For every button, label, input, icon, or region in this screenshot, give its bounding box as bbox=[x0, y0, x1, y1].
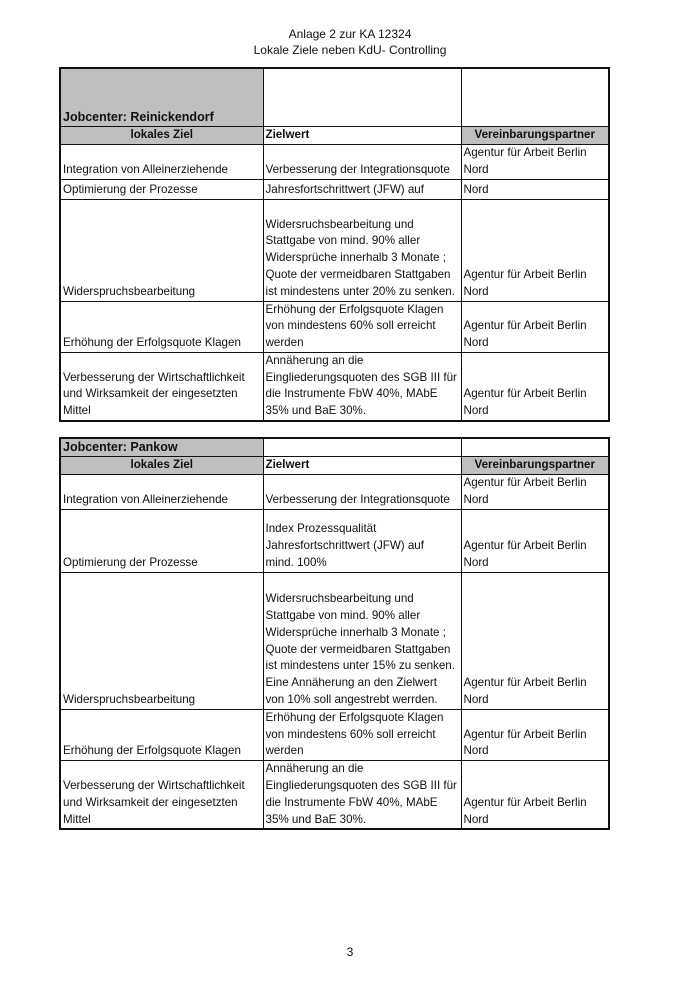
jobcenter-table-reinickendorf bbox=[59, 67, 610, 422]
header-subtitle: Lokale Ziele neben KdU- Controlling bbox=[253, 43, 447, 57]
cell-ziel: Erhöhung der Erfolgsquote Klagen bbox=[60, 301, 263, 352]
jobcenter-title: Jobcenter: Reinickendorf bbox=[60, 68, 263, 126]
table-row bbox=[60, 144, 609, 179]
cell-partner: Agentur für Arbeit Berlin Nord bbox=[461, 761, 609, 830]
cell-partner: Agentur für Arbeit Berlin Nord bbox=[461, 199, 609, 301]
cell-ziel: Optimierung der Prozesse bbox=[60, 179, 263, 199]
cell-ziel: Verbesserung der Wirtschaftlichkeit und Wirksamkeit der eingesetzten Mittel bbox=[60, 761, 263, 830]
cell-partner: Agentur für Arbeit Berlin Nord bbox=[461, 352, 609, 421]
cell-ziel: Verbesserung der Wirtschaftlichkeit und Wirksamkeit der eingesetzten Mittel bbox=[60, 352, 263, 421]
jobcenter-table-pankow bbox=[59, 437, 610, 830]
document-header bbox=[0, 26, 700, 58]
cell-ziel: Widerspruchsbearbeitung bbox=[60, 572, 263, 709]
cell-partner: Agentur für Arbeit Berlin Nord bbox=[461, 474, 609, 509]
cell-partner: Agentur für Arbeit Berlin Nord bbox=[461, 509, 609, 572]
empty-cell bbox=[461, 438, 609, 456]
table-row bbox=[60, 709, 609, 760]
empty-cell bbox=[263, 68, 461, 126]
header-annex-line: Anlage 2 zur KA 12324 bbox=[288, 27, 412, 41]
cell-zielwert: Verbesserung der Integrationsquote bbox=[263, 144, 461, 179]
column-header-zielwert: Zielwert bbox=[263, 126, 461, 144]
cell-ziel: Widerspruchsbearbeitung bbox=[60, 199, 263, 301]
cell-ziel: Integration von Alleinerziehende bbox=[60, 474, 263, 509]
cell-ziel: Optimierung der Prozesse bbox=[60, 509, 263, 572]
table-row bbox=[60, 474, 609, 509]
column-header-ziel: lokales Ziel bbox=[60, 456, 263, 474]
cell-zielwert: Verbesserung der Integrationsquote bbox=[263, 474, 461, 509]
cell-ziel: Erhöhung der Erfolgsquote Klagen bbox=[60, 709, 263, 760]
table-row bbox=[60, 761, 609, 830]
table-row bbox=[60, 509, 609, 572]
column-header-zielwert: Zielwert bbox=[263, 456, 461, 474]
table-row bbox=[60, 301, 609, 352]
table-row bbox=[60, 179, 609, 199]
cell-zielwert: Widersruchsbearbeitung und Stattgabe von mind. 90% aller Widersprüche innerhalb 3 Monate ; Quote der vermeidbaren Stattgaben ist mindestens unter 20% zu senken. bbox=[263, 199, 461, 301]
table-row bbox=[60, 352, 609, 421]
empty-cell bbox=[461, 68, 609, 126]
page-number: 3 bbox=[346, 945, 354, 959]
cell-partner: Agentur für Arbeit Berlin Nord bbox=[461, 709, 609, 760]
column-header-partner: Vereinbarungspartner bbox=[461, 456, 609, 474]
cell-ziel: Integration von Alleinerziehende bbox=[60, 144, 263, 179]
cell-partner: Agentur für Arbeit Berlin Nord bbox=[461, 572, 609, 709]
cell-partner: Agentur für Arbeit Berlin Nord bbox=[461, 144, 609, 179]
cell-zielwert: Index Prozessqualität Jahresfortschrittwert (JFW) auf mind. 100% bbox=[263, 509, 461, 572]
cell-zielwert: Jahresfortschrittwert (JFW) auf bbox=[263, 179, 461, 199]
table-row bbox=[60, 572, 609, 709]
cell-partner: Agentur für Arbeit Berlin Nord bbox=[461, 301, 609, 352]
cell-zielwert: Erhöhung der Erfolgsquote Klagen von mindestens 60% soll erreicht werden bbox=[263, 709, 461, 760]
cell-zielwert: Annäherung an die Eingliederungsquoten des SGB III für die Instrumente FbW 40%, MAbE 35% und BaE 30%. bbox=[263, 761, 461, 830]
column-header-ziel: lokales Ziel bbox=[60, 126, 263, 144]
jobcenter-title: Jobcenter: Pankow bbox=[60, 438, 263, 456]
cell-zielwert: Erhöhung der Erfolgsquote Klagen von mindestens 60% soll erreicht werden bbox=[263, 301, 461, 352]
cell-zielwert: Annäherung an die Eingliederungsquoten des SGB III für die Instrumente FbW 40%, MAbE 35% und BaE 30%. bbox=[263, 352, 461, 421]
column-header-partner: Vereinbarungspartner bbox=[461, 126, 609, 144]
table-row bbox=[60, 199, 609, 301]
cell-partner: Nord bbox=[461, 179, 609, 199]
cell-zielwert: Widersruchsbearbeitung und Stattgabe von mind. 90% aller Widersprüche innerhalb 3 Monate ; Quote der vermeidbaren Stattgaben ist mindestens unter 15% zu senken. Eine Annäherung an den Zielwert von 10% soll angestrebt werrden. bbox=[263, 572, 461, 709]
empty-cell bbox=[263, 438, 461, 456]
